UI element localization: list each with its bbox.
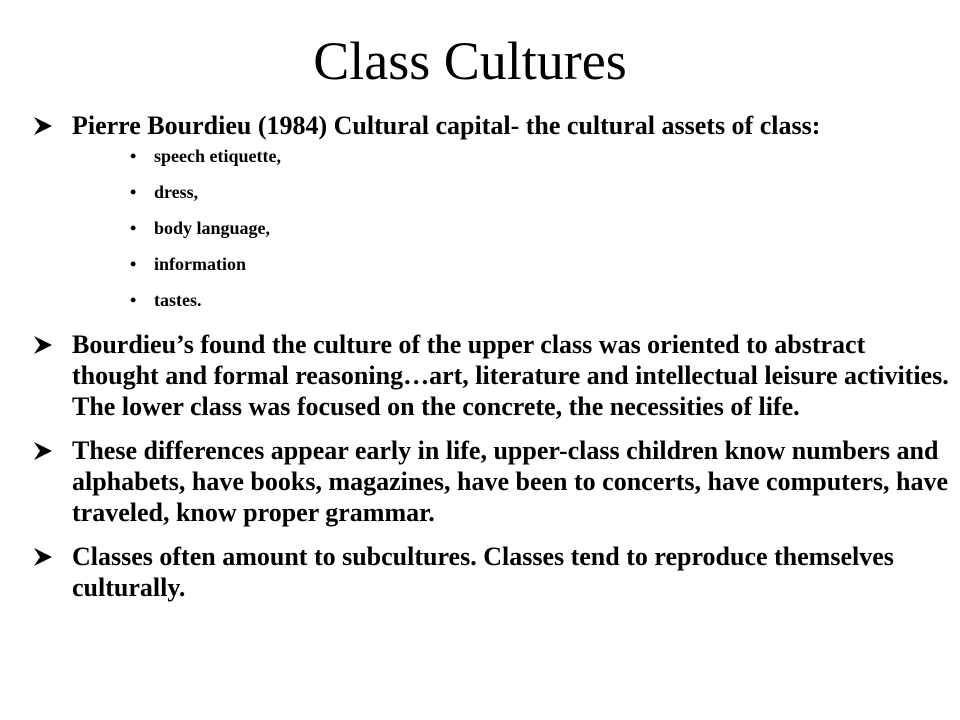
arrow-bullet-icon <box>32 440 54 462</box>
bullet-bourdieu-capital <box>32 110 952 141</box>
dot-bullet-icon: • <box>130 290 137 310</box>
list-item-text: information <box>154 254 246 274</box>
list-item <box>32 253 952 276</box>
dot-bullet-icon: • <box>130 146 137 166</box>
bullet-text: Bourdieu’s found the culture of the upper class was oriented to abstract thought and formal reasoning…art, literature and intellectual leisure activities. The lower class was focused on the concrete, the necessities of life. <box>72 330 949 421</box>
bullet-upper-class-culture <box>32 329 952 422</box>
dot-bullet-icon: • <box>130 182 137 202</box>
bullet-text: These differences appear early in life, upper-class children know numbers and alphabets, have books, magazines, have been to concerts, have computers, have traveled, know proper grammar. <box>72 436 949 527</box>
cultural-assets-list <box>32 145 952 312</box>
list-item-text: dress, <box>154 182 199 202</box>
list-item <box>32 217 952 240</box>
dot-bullet-icon: • <box>130 254 137 274</box>
bullet-early-differences <box>32 435 952 528</box>
list-item-text: tastes. <box>154 290 202 310</box>
list-item-text: body language, <box>154 218 271 238</box>
slide-title: Class Cultures <box>313 31 627 91</box>
bullet-text: Pierre Bourdieu (1984) Cultural capital- the cultural assets of class: <box>72 111 821 140</box>
list-item <box>32 289 952 312</box>
arrow-bullet-icon <box>32 115 54 137</box>
bullet-text: Classes often amount to subcultures. Classes tend to reproduce themselves culturally. <box>72 542 894 602</box>
spacer <box>32 422 952 435</box>
dot-bullet-icon: • <box>130 218 137 238</box>
arrow-bullet-icon <box>32 334 54 356</box>
slide-content <box>32 110 952 603</box>
arrow-bullet-icon <box>32 546 54 568</box>
spacer <box>32 528 952 541</box>
list-item <box>32 181 952 204</box>
list-item-text: speech etiquette, <box>154 146 281 166</box>
bullet-subcultures <box>32 541 952 603</box>
list-item <box>32 145 952 168</box>
